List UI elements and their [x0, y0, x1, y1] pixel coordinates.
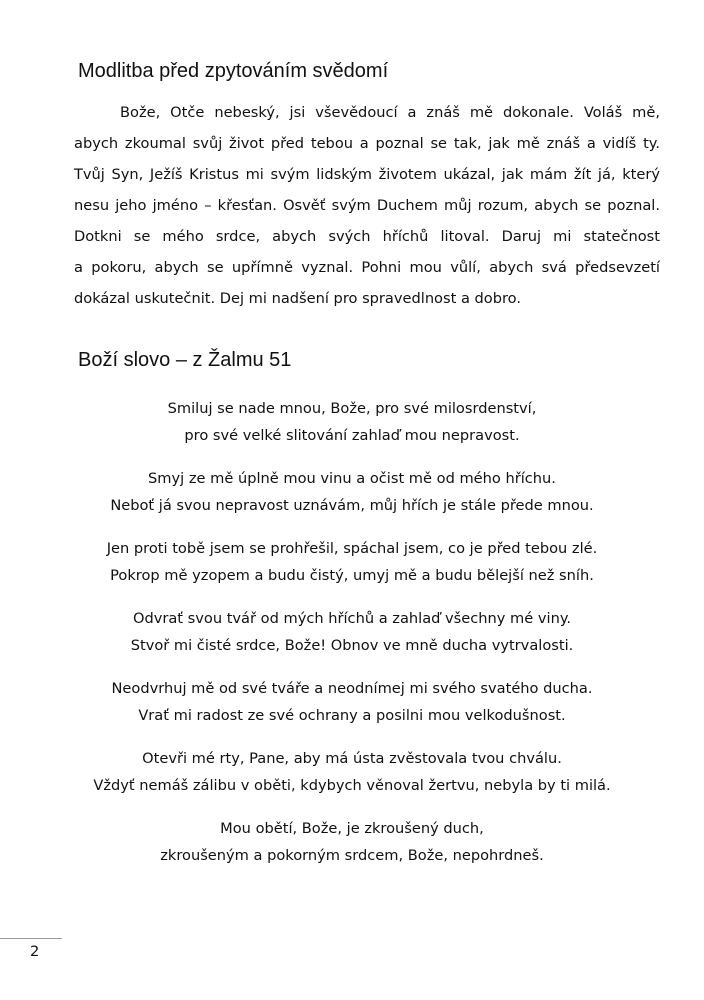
psalm-line: Stvoř mi čisté srdce, Bože! Obnov ve mně ducha vytrvalosti.: [130, 637, 574, 654]
psalm-stanza: [40, 465, 664, 519]
prayer-line: abych zkoumal svůj život před tebou a poznal se tak, jak mě znáš a vidíš ty.: [74, 135, 660, 152]
psalm-line: Neodvrhuj mě od své tváře a neodnímej mi svého svatého ducha.: [111, 680, 593, 697]
psalm-stanza: [40, 605, 664, 659]
psalm-stanza: [40, 395, 664, 449]
psalm-line: Otevři mé rty, Pane, aby má ústa zvěstovala tvou chválu.: [142, 750, 562, 767]
prayer-heading: Modlitba před zpytováním svědomí: [78, 60, 389, 82]
prayer-paragraph: [74, 97, 660, 314]
psalm-line: Jen proti tobě jsem se prohřešil, spáchal jsem, co je před tebou zlé.: [106, 540, 598, 557]
page-number: 2: [30, 943, 40, 960]
psalm-line: pro své velké slitování zahlaď mou nepravost.: [184, 427, 520, 444]
psalm-stanza: [40, 535, 664, 589]
psalm-line: Smiluj se nade mnou, Bože, pro své milosrdenství,: [167, 400, 537, 417]
psalm-stanza: [40, 815, 664, 869]
prayer-line: Tvůj Syn, Ježíš Kristus mi svým lidským životem ukázal, jak mám žít já, který: [74, 166, 660, 183]
psalm-text: [40, 395, 664, 885]
prayer-line: Bože, Otče nebeský, jsi vševědoucí a znáš mě dokonale. Voláš mě,: [120, 104, 660, 121]
prayer-line: dokázal uskutečnit. Dej mi nadšení pro spravedlnost a dobro.: [74, 290, 521, 307]
prayer-line: a pokoru, abych se upřímně vyznal. Pohni mou vůlí, abych svá předsevzetí: [74, 259, 660, 276]
prayer-line: Dotkni se mého srdce, abych svých hříchů litoval. Daruj mi statečnost: [74, 228, 660, 245]
psalm-line: Vždyť nemáš zálibu v oběti, kdybych věnoval žertvu, nebyla by ti milá.: [93, 777, 611, 794]
psalm-line: Pokrop mě yzopem a budu čistý, umyj mě a budu bělejší než sníh.: [110, 567, 594, 584]
psalm-line: Mou obětí, Bože, je zkroušený duch,: [220, 820, 484, 837]
psalm-line: Smyj ze mě úplně mou vinu a očist mě od mého hříchu.: [148, 470, 556, 487]
psalm-line: Vrať mi radost ze své ochrany a posilni mou velkodušnost.: [138, 707, 566, 724]
footer-divider: [0, 938, 62, 939]
psalm-stanza: [40, 745, 664, 799]
psalm-line: zkroušeným a pokorným srdcem, Bože, nepohrdneš.: [160, 847, 544, 864]
psalm-line: Odvrať svou tvář od mých hříchů a zahlaď všechny mé viny.: [132, 610, 572, 627]
psalm-stanza: [40, 675, 664, 729]
psalm-heading: Boží slovo – z Žalmu 51: [78, 349, 292, 371]
prayer-line: nesu jeho jméno – křesťan. Osvěť svým Duchem můj rozum, abych se poznal.: [74, 197, 660, 214]
psalm-line: Neboť já svou nepravost uznávám, můj hřích je stále přede mnou.: [110, 497, 594, 514]
